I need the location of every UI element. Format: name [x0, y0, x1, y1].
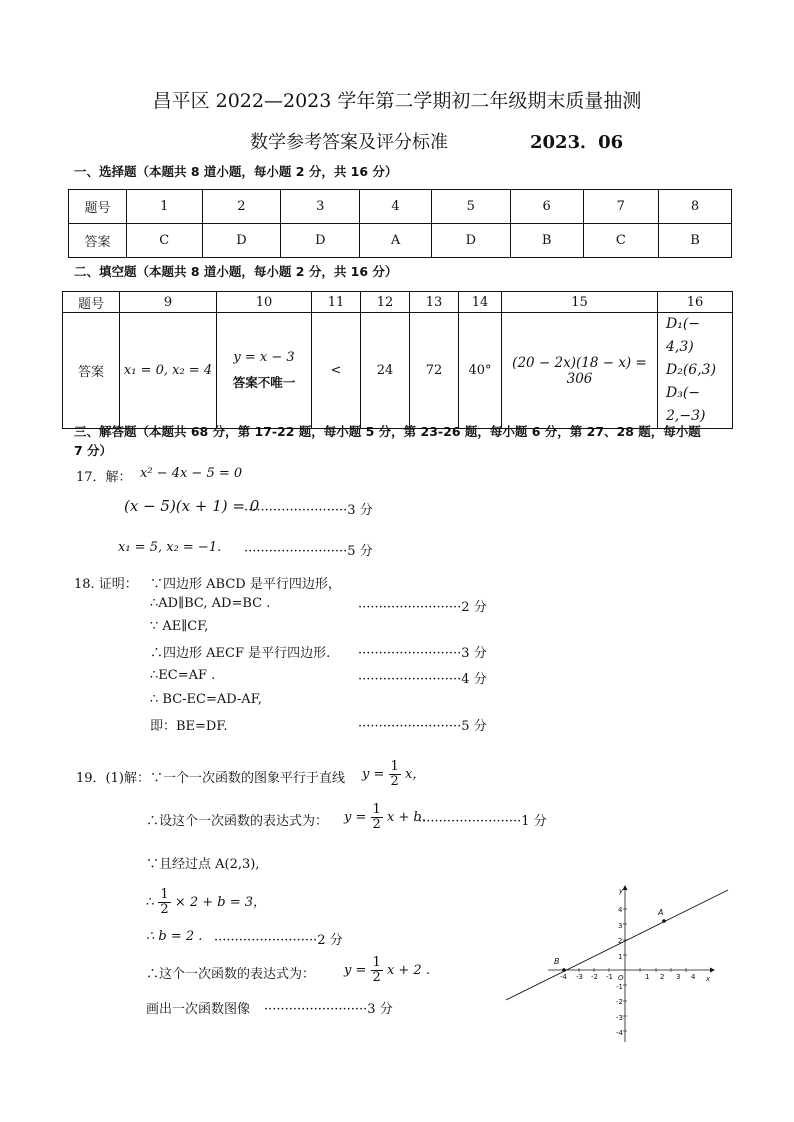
- q19-line1-eq: [362, 760, 425, 789]
- page-subtitle: 数学参考答案及评分标准: [250, 132, 448, 153]
- page-title: 昌平区 2022—2023 学年第二学期初二年级期末质量抽测: [152, 90, 642, 112]
- table1-q: 7: [583, 190, 659, 224]
- q18-line: ∴四边形 AECF 是平行四边形.: [150, 646, 331, 661]
- y-tick-label: 1: [618, 953, 623, 961]
- x-tick-label: 3: [676, 973, 681, 981]
- table2-q: 13: [410, 292, 459, 313]
- q17-equation: x² − 4x − 5 = 0: [140, 466, 243, 481]
- table2-q: 9: [120, 292, 217, 313]
- answer-14: 40°: [459, 313, 502, 429]
- q17-step1-score: ·························3 分: [244, 503, 373, 518]
- answer-16-d1: D₁(− 4,3): [666, 316, 701, 355]
- q18-score: ·························4 分: [358, 672, 487, 687]
- answer-9: x₁ = 0, x₂ = 4: [120, 313, 217, 429]
- fraction-half: [158, 888, 170, 917]
- q18-line: ∴EC=AF .: [150, 668, 216, 683]
- y-tick-label: 2: [618, 937, 623, 945]
- fraction-half: [389, 760, 401, 789]
- q17-label: 17．解：: [76, 470, 132, 485]
- frac-den: 2: [372, 817, 381, 832]
- table2-q: 15: [502, 292, 658, 313]
- y-tick-label: -2: [616, 998, 623, 1006]
- q19-l6-lhs: y =: [344, 963, 367, 978]
- fraction-half: [371, 956, 383, 985]
- x-tick-label: -4: [560, 973, 567, 981]
- section2-heading: [74, 262, 397, 280]
- table2-a-header: 答案: [63, 313, 120, 429]
- q19-line3: ∵且经过点 A(2,3),: [146, 857, 260, 872]
- q19-line7-score: ·························3 分: [264, 1002, 393, 1017]
- table1-q: 4: [360, 190, 432, 224]
- frac-num: 1: [160, 887, 169, 902]
- q18-score: ·························5 分: [358, 719, 487, 734]
- y-tick-label: 4: [618, 906, 623, 914]
- fill-answer-table: [62, 291, 733, 429]
- frac-num: 1: [372, 802, 381, 817]
- x-tick-label: -2: [591, 973, 598, 981]
- q19-line2-score: ·························1 分: [418, 814, 547, 829]
- q17-step1: (x − 5)(x + 1) = 0: [124, 497, 260, 515]
- frac-den: 2: [390, 774, 399, 789]
- q18-line: ∴ BC-EC=AD-AF,: [150, 692, 262, 707]
- frac-den: 2: [372, 970, 381, 985]
- table1-a: B: [659, 224, 732, 258]
- q19-eq-lhs: y =: [362, 767, 385, 782]
- answer-12: 24: [361, 313, 410, 429]
- table1-a: C: [127, 224, 203, 258]
- q19-l2-lhs: y =: [344, 810, 367, 825]
- q19-l4-therefore: ∴: [146, 895, 155, 910]
- section1-note: （本题共 8 道小题，每小题 2 分，共 16 分）: [136, 164, 398, 179]
- answer-11: <: [312, 313, 361, 429]
- table1-q: 3: [281, 190, 360, 224]
- q19-l2-rhs: x + b.: [386, 810, 426, 825]
- page-date: 2023．06: [530, 132, 624, 153]
- q19-line2: ∴设这个一次函数的表达式为：: [146, 814, 329, 829]
- answer-10: [217, 313, 312, 429]
- answer-16: [658, 313, 733, 429]
- q19-line6-eq: [344, 956, 430, 985]
- linear-function-graph: [498, 882, 738, 1047]
- x-axis-arrow: [710, 968, 715, 973]
- table1-q: 5: [431, 190, 510, 224]
- table2-q: 14: [459, 292, 502, 313]
- q18-line: ∴AD∥BC, AD=BC .: [150, 596, 271, 611]
- choice-answer-table: [68, 189, 732, 258]
- q18-score: ·························3 分: [358, 646, 487, 661]
- q18-line: 即：BE=DF.: [150, 719, 228, 734]
- answer-15: (20 − 2x)(18 − x) = 306: [502, 313, 658, 429]
- table1-q: 8: [659, 190, 732, 224]
- point-a-label: A: [658, 908, 664, 917]
- y-tick-label: -4: [616, 1029, 623, 1037]
- x-tick-label: -1: [606, 973, 613, 981]
- table2-q: 12: [361, 292, 410, 313]
- table1-a: D: [431, 224, 510, 258]
- table1-a: D: [202, 224, 281, 258]
- x-tick-label: 1: [645, 973, 650, 981]
- q19-line5-score: ·························2 分: [214, 933, 343, 948]
- q19-line7: 画出一次函数图像: [146, 1002, 251, 1017]
- q19-line5: ∴ b = 2 .: [146, 929, 203, 944]
- origin-label: O: [618, 974, 624, 982]
- q19-line2-eq: [344, 803, 426, 832]
- x-tick-label: 2: [660, 973, 665, 981]
- point-b-label: B: [554, 957, 560, 966]
- q17-step2-score: ·························5 分: [244, 544, 373, 559]
- y-axis-label: y: [619, 887, 624, 895]
- y-tick-label: -3: [616, 1014, 623, 1022]
- answer-10-note: 答案不唯一: [232, 375, 296, 390]
- section3-title-cont: 7 分）: [74, 443, 113, 458]
- fraction-half: [371, 803, 383, 832]
- q18-label: 18. 证明：: [74, 577, 138, 592]
- q19-l4-eq: × 2 + b = 3，: [174, 895, 267, 910]
- table1-a-header: 答案: [69, 224, 127, 258]
- answer-16-d2: D₂(6,3): [666, 362, 717, 378]
- table1-q: 1: [127, 190, 203, 224]
- q19-eq-rhs: x，: [404, 767, 426, 782]
- q19-line4: [146, 888, 266, 917]
- x-tick-label: 4: [691, 973, 696, 981]
- q19-label: 19．(1)解：∵一个一次函数的图象平行于直线: [76, 771, 345, 786]
- section2-note: （本题共 8 道小题，每小题 2 分，共 16 分）: [136, 264, 398, 279]
- section3-title: 三、解答题（本题共 68 分，第 17-22 题，每小题 5 分，第 23-26 题，每小题 6 分，第 27、28 题，每小题: [74, 424, 701, 439]
- table1-a: B: [510, 224, 583, 258]
- point-a-marker: [662, 919, 666, 923]
- q19-l6-rhs: x + 2 .: [386, 963, 430, 978]
- table1-a: D: [281, 224, 360, 258]
- table2-q-header: 题号: [63, 292, 120, 313]
- table1-q: 6: [510, 190, 583, 224]
- x-tick-label: -3: [576, 973, 583, 981]
- y-tick-label: 3: [618, 922, 623, 930]
- answer-10-value: y = x − 3: [233, 350, 295, 365]
- q18-line: ∵ AE∥CF,: [150, 619, 209, 634]
- q18-score: ·························2 分: [358, 600, 487, 615]
- table1-a: C: [583, 224, 659, 258]
- table2-q: 16: [658, 292, 733, 313]
- answer-13: 72: [410, 313, 459, 429]
- frac-num: 1: [372, 955, 381, 970]
- y-axis-arrow: [623, 885, 628, 890]
- q19-line6: ∴这个一次函数的表达式为：: [146, 967, 316, 982]
- table1-q-header: 题号: [69, 190, 127, 224]
- y-tick-label: -1: [616, 983, 623, 991]
- frac-num: 1: [390, 759, 399, 774]
- section1-title: 一、选择题: [74, 164, 137, 179]
- frac-den: 2: [160, 902, 169, 917]
- answer-16-d3: D₃(− 2,−3): [666, 385, 706, 424]
- q17-step2: x₁ = 5, x₂ = −1.: [118, 540, 222, 555]
- x-axis-label: x: [706, 975, 711, 983]
- q18-line: ∵四边形 ABCD 是平行四边形，: [150, 577, 341, 592]
- section2-title: 二、填空题: [74, 264, 137, 279]
- table1-a: A: [360, 224, 432, 258]
- table2-q: 11: [312, 292, 361, 313]
- section1-heading: [74, 162, 397, 180]
- table1-q: 2: [202, 190, 281, 224]
- table2-q: 10: [217, 292, 312, 313]
